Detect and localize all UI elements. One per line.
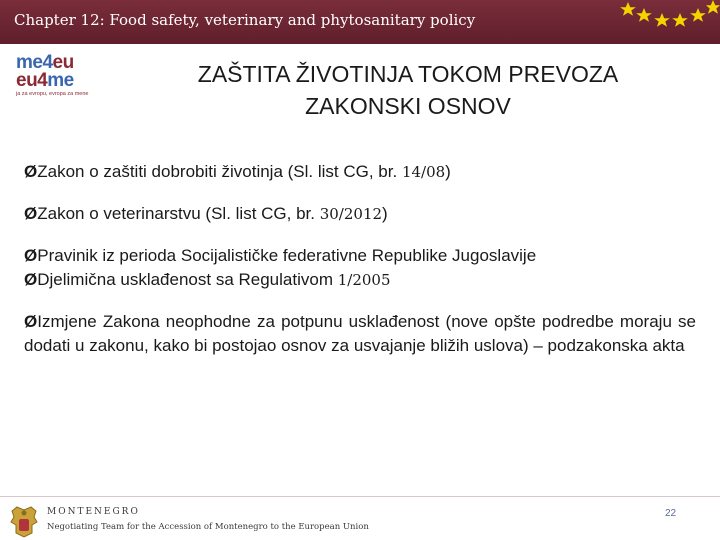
- bullet-list: [24, 160, 696, 358]
- page-number: 22: [665, 508, 677, 519]
- bullet-tail: ): [445, 162, 451, 181]
- bullet-number: 30/2012: [319, 205, 383, 223]
- bullet-text: Zakon o zaštiti dobrobiti životinja (Sl. list CG, br.: [37, 162, 402, 181]
- bullet-item: [24, 268, 696, 292]
- footer-country: MONTENEGRO: [47, 507, 140, 517]
- eu-stars-icon: [610, 0, 720, 44]
- bullet-tail: ): [382, 204, 388, 223]
- header-title: Chapter 12: Food safety, veterinary and phytosanitary policy: [14, 11, 476, 29]
- logo-text-me: me: [47, 70, 74, 91]
- coat-of-arms-icon: [6, 503, 42, 539]
- logo-tagline: ja za evropu, evropa za mene: [16, 91, 89, 97]
- logo-line-2: [16, 72, 108, 90]
- slide-title: [128, 58, 688, 122]
- bullet-text: Zakon o veterinarstvu (Sl. list CG, br.: [37, 204, 320, 223]
- bullet-number: 14/08: [401, 163, 446, 181]
- arrow-bullet-icon: Ø: [24, 204, 38, 223]
- slide-title-line-1: ZAŠTITA ŽIVOTINJA TOKOM PREVOZA: [197, 61, 619, 87]
- arrow-bullet-icon: Ø: [24, 162, 38, 181]
- bullet-item: [24, 310, 696, 358]
- bullet-text: Pravinik iz perioda Socijalističke federativne Republike Jugoslavije: [37, 246, 537, 265]
- bullet-item: [24, 160, 696, 184]
- arrow-bullet-icon: Ø: [24, 270, 38, 289]
- footer-team: Negotiating Team for the Accession of Montenegro to the European Union: [47, 522, 369, 532]
- header-bar: [0, 0, 720, 44]
- bullet-text: Djelimična usklađenost sa Regulativom: [37, 270, 338, 289]
- arrow-bullet-icon: Ø: [24, 246, 38, 265]
- slide-title-line-2: ZAKONSKI OSNOV: [305, 93, 511, 119]
- bullet-number: 1/2005: [337, 271, 391, 289]
- bullet-text: Izmjene Zakona neophodne za potpunu usklađenost (nove opšte podredbe moraju se dodati u zakonu, kako bi postojao osnov za usvajanje bližih uslova) – podzakonska akta: [24, 312, 696, 355]
- bullet-item: [24, 202, 696, 226]
- logo-text-me4: me4: [16, 52, 53, 73]
- footer-divider: [0, 496, 720, 497]
- logo-text-eu4: eu4: [16, 70, 48, 91]
- bullet-item: [24, 244, 696, 268]
- me4eu-logo: [16, 54, 108, 98]
- logo-text-eu: eu: [52, 52, 74, 73]
- arrow-bullet-icon: Ø: [24, 312, 38, 331]
